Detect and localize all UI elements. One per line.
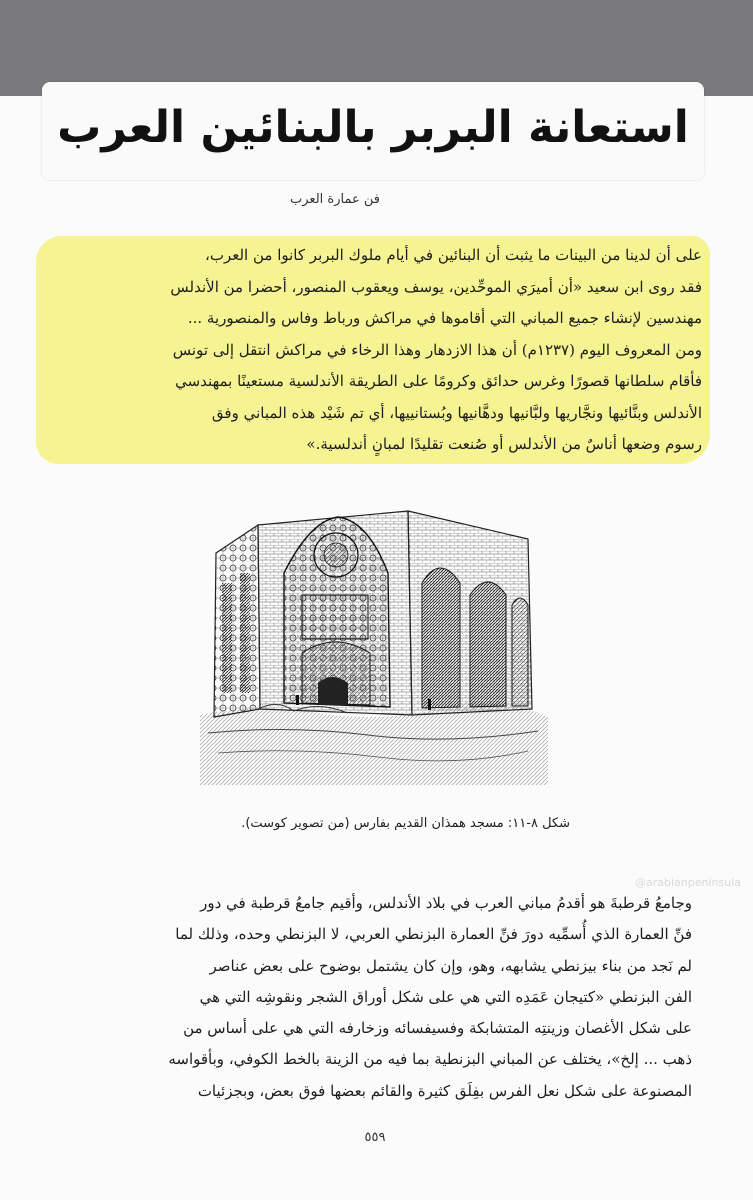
text-line: على أن لدينا من البينات ما يثبت أن البنائين في أيام ملوك البربر كانوا من العرب، xyxy=(205,246,702,264)
body-paragraph xyxy=(62,888,692,1107)
text-line: رسوم وضعها أناسٌ من الأندلس أو صُنعت تقليدًا لمبانٍ أندلسية.» xyxy=(306,435,702,453)
page-title: استعانة البربر بالبنائين العرب xyxy=(57,102,689,153)
watermark: @arabianpeninsula xyxy=(634,876,741,889)
text-line: فنِّ العمارة الذي أُسمِّيه دورَ فنِّ العمارة البزنطي العربي، لا البزنطي وحده، وذلك لما xyxy=(175,925,692,944)
page-number: ٥٥٩ xyxy=(364,1130,386,1145)
figure-caption: شكل ٨-١١: مسجد همذان القديم بفارس (من تصوير كوست). xyxy=(241,816,570,831)
text-line: لم نَجد من بناء بيزنطي يشابهه، وهو، وإن كان يشتمل بوضوح على بعض عناصر xyxy=(209,956,692,975)
highlighted-paragraph xyxy=(62,240,702,461)
running-head: فن عمارة العرب xyxy=(290,192,380,207)
text-line: الفن البزنطي «كتيجان عَمَدِه التي هي على شكل أوراق الشجر ونقوشِه التي هي xyxy=(199,987,692,1006)
text-line: ذهب ... إلخ»، يختلف عن المباني البزنطية بما فيه من الزينة بالخط الكوفي، وبأقواسه xyxy=(168,1050,692,1069)
title-card xyxy=(42,82,704,180)
text-line: ومن المعروف اليوم (١٢٣٧م) أن هذا الازدهار وهذا الرخاء في مراكش انتقل إلى تونس xyxy=(172,340,702,359)
text-line: فأقام سلطانها قصورًا وغرس حدائق وكرومًا على الطريقة الأندلسية مستعينًا بمهندسي xyxy=(175,372,702,390)
text-line: مهندسين لإنشاء جميع المباني التي أقاموها في مراكش ورباط وفاس والمنصورية ... xyxy=(187,309,702,327)
text-line: فقد روى ابن سعيد «أن أميرَي الموحِّدين، يوسف ويعقوب المنصور، أحضرا من الأندلس xyxy=(170,277,702,296)
text-line: المصنوعة على شكل نعل الفرس بفِلَق كثيرة والقائم بعضها فوق بعض، وبجزئيات xyxy=(197,1081,692,1100)
mosque-engraving-image xyxy=(198,503,550,785)
text-line: على شكل الأغصان وزينتِه المتشابكة وفسيفسائه وزخارفه التي هي على أساس من xyxy=(183,1019,692,1038)
text-line: وجامعُ قرطبةَ هو أقدمُ مباني العرب في بلاد الأندلس، وأقيم جامعُ قرطبة في دور xyxy=(200,894,692,912)
text-line: الأندلس وبنَّائيها ونجَّاريها ولبَّانيها ودهَّانيها وبُستانييها، أي تم شَيْد هذه المباني وفق xyxy=(211,403,702,422)
